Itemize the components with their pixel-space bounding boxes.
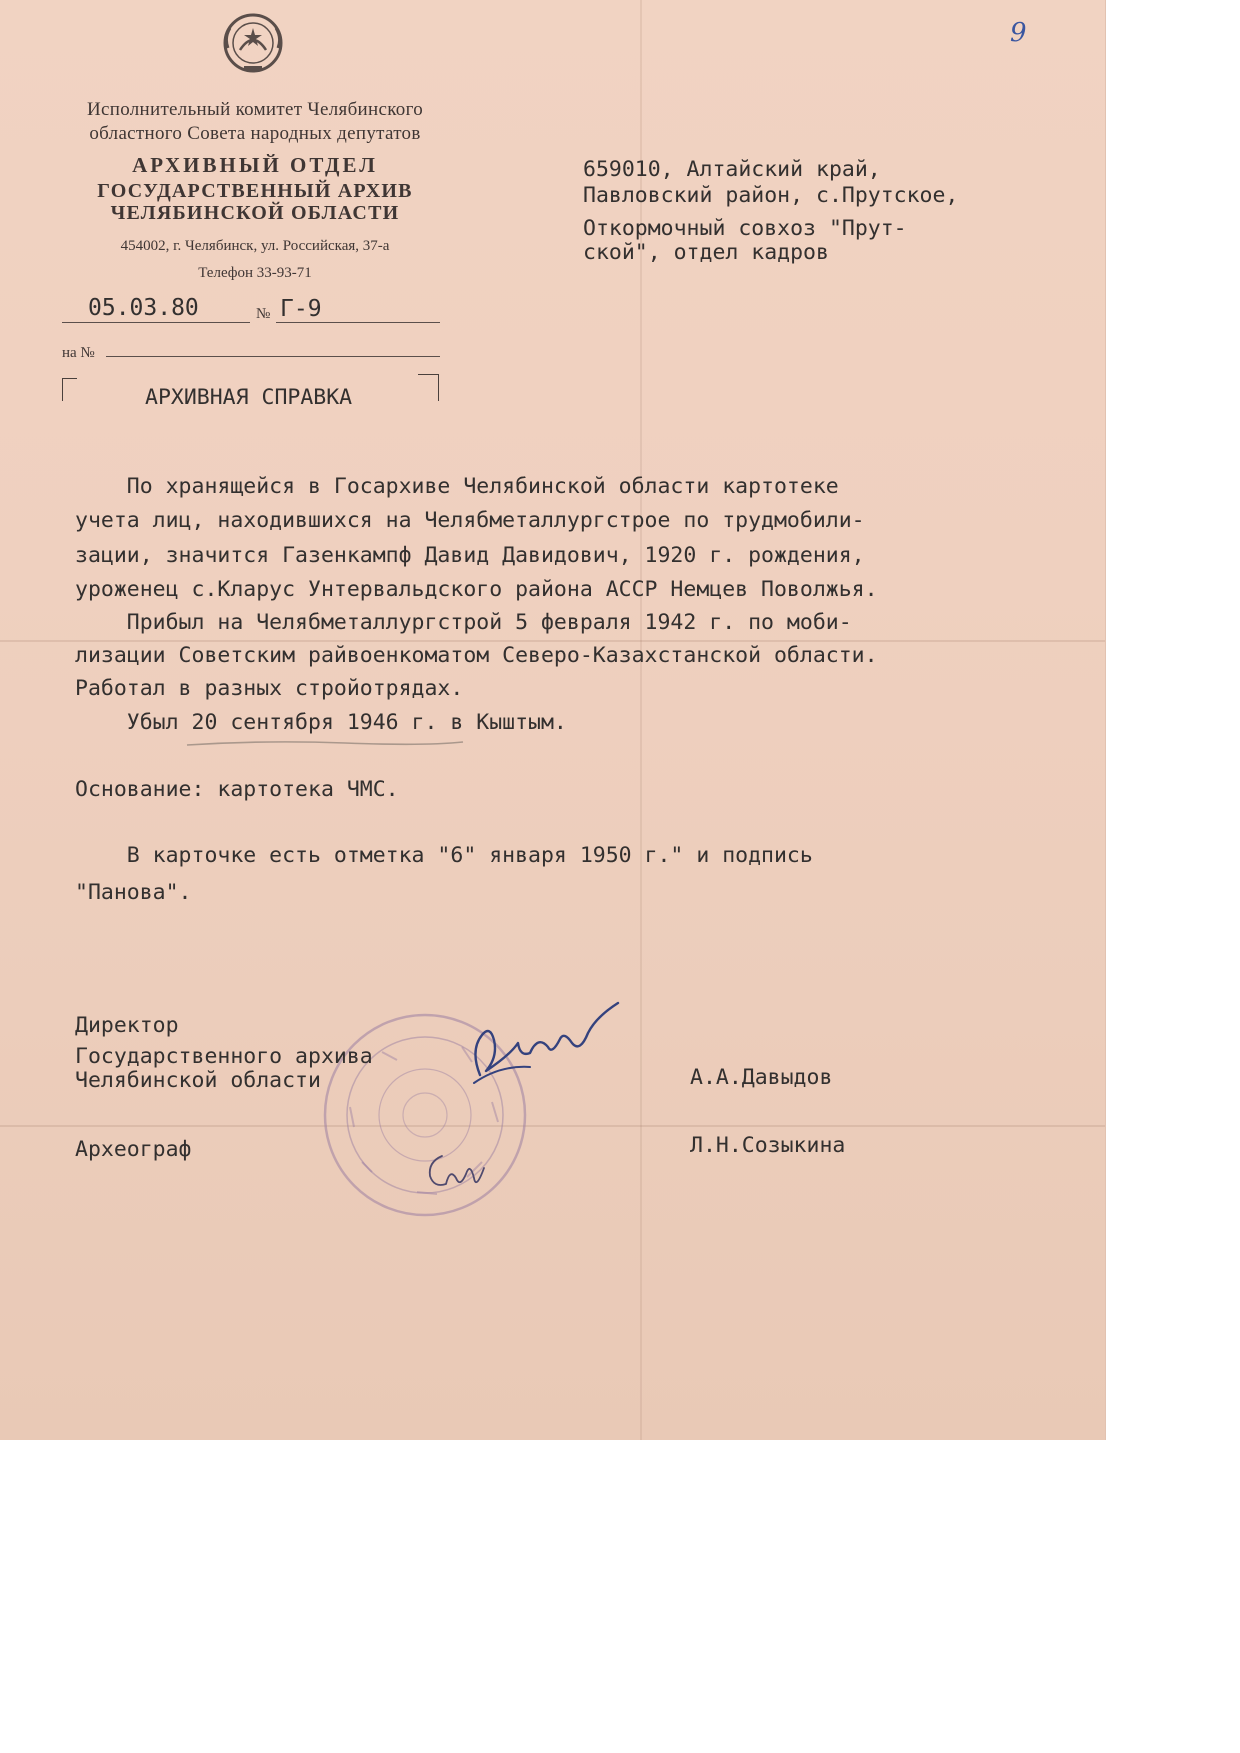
body-line: По хранящейся в Госархиве Челябинской области картотеке: [75, 474, 839, 499]
director-title-line3: Челябинской области: [75, 1068, 321, 1093]
archeographer-title: Археограф: [75, 1137, 192, 1162]
body-line: Прибыл на Челябметаллургстрой 5 февраля 1942 г. по моби-: [75, 610, 852, 635]
note-line: "Панова".: [75, 880, 192, 905]
director-name: А.А.Давыдов: [690, 1065, 833, 1090]
director-title-line1: Директор: [75, 1013, 179, 1038]
body-line: учета лиц, находившихся на Челябметаллургстрое по трудмобили-: [75, 508, 865, 533]
rsfsr-coat-of-arms-icon: [218, 8, 288, 78]
body-line: лизации Советским райвоенкоматом Северо-Казахстанской области.: [75, 643, 878, 668]
letterhead-line1: Исполнительный комитет Челябинского: [86, 99, 424, 120]
archive-phone: Телефон 33-93-71: [198, 265, 312, 281]
paper-fold: [0, 640, 1105, 642]
archive-name-line2: ЧЕЛЯБИНСКОЙ ОБЛАСТИ: [110, 202, 400, 224]
field-bracket: [62, 378, 77, 401]
note-line: В карточке есть отметка "6" января 1950 г." и подпись: [75, 843, 813, 868]
document-title: АРХИВНАЯ СПРАВКА: [145, 385, 353, 410]
field-bracket: [418, 374, 439, 401]
archeographer-signature: [420, 1148, 490, 1198]
recipient-line1: 659010, Алтайский край,: [583, 157, 881, 182]
page-number: 9: [1010, 18, 1027, 48]
body-line: уроженец с.Кларус Унтервальдского района АССР Немцев Поволжья.: [75, 577, 878, 602]
letterhead-line2: областного Совета народных депутатов: [89, 123, 421, 144]
number-label: №: [256, 306, 271, 322]
body-line: зации, значится Газенкампф Давид Давидович, 1920 г. рождения,: [75, 543, 865, 568]
body-line: Работал в разных стройотрядах.: [75, 676, 464, 701]
body-line: Убыл 20 сентября 1946 г. в Кыштым.: [75, 710, 567, 735]
recipient-line4: ской", отдел кадров: [583, 240, 829, 265]
director-title-line2: Государственного архива: [75, 1044, 373, 1069]
recipient-line3: Откормочный совхоз "Прут-: [583, 216, 907, 241]
basis-line: Основание: картотека ЧМС.: [75, 777, 399, 802]
pencil-underline: [185, 736, 465, 750]
paper-fold: [0, 1125, 1105, 1127]
recipient-line2: Павловский район, с.Прутское,: [583, 183, 959, 208]
archive-name-line1: ГОСУДАРСТВЕННЫЙ АРХИВ: [97, 180, 413, 202]
archeographer-name: Л.Н.Созыкина: [690, 1133, 846, 1158]
document-date: 05.03.80: [88, 295, 199, 321]
archive-address: 454002, г. Челябинск, ул. Российская, 37-а: [120, 238, 390, 254]
archive-department: АРХИВНЫЙ ОТДЕЛ: [132, 153, 378, 177]
reference-label: на №: [62, 345, 95, 361]
document-number: Г-9: [280, 296, 322, 322]
director-signature: [460, 995, 630, 1090]
